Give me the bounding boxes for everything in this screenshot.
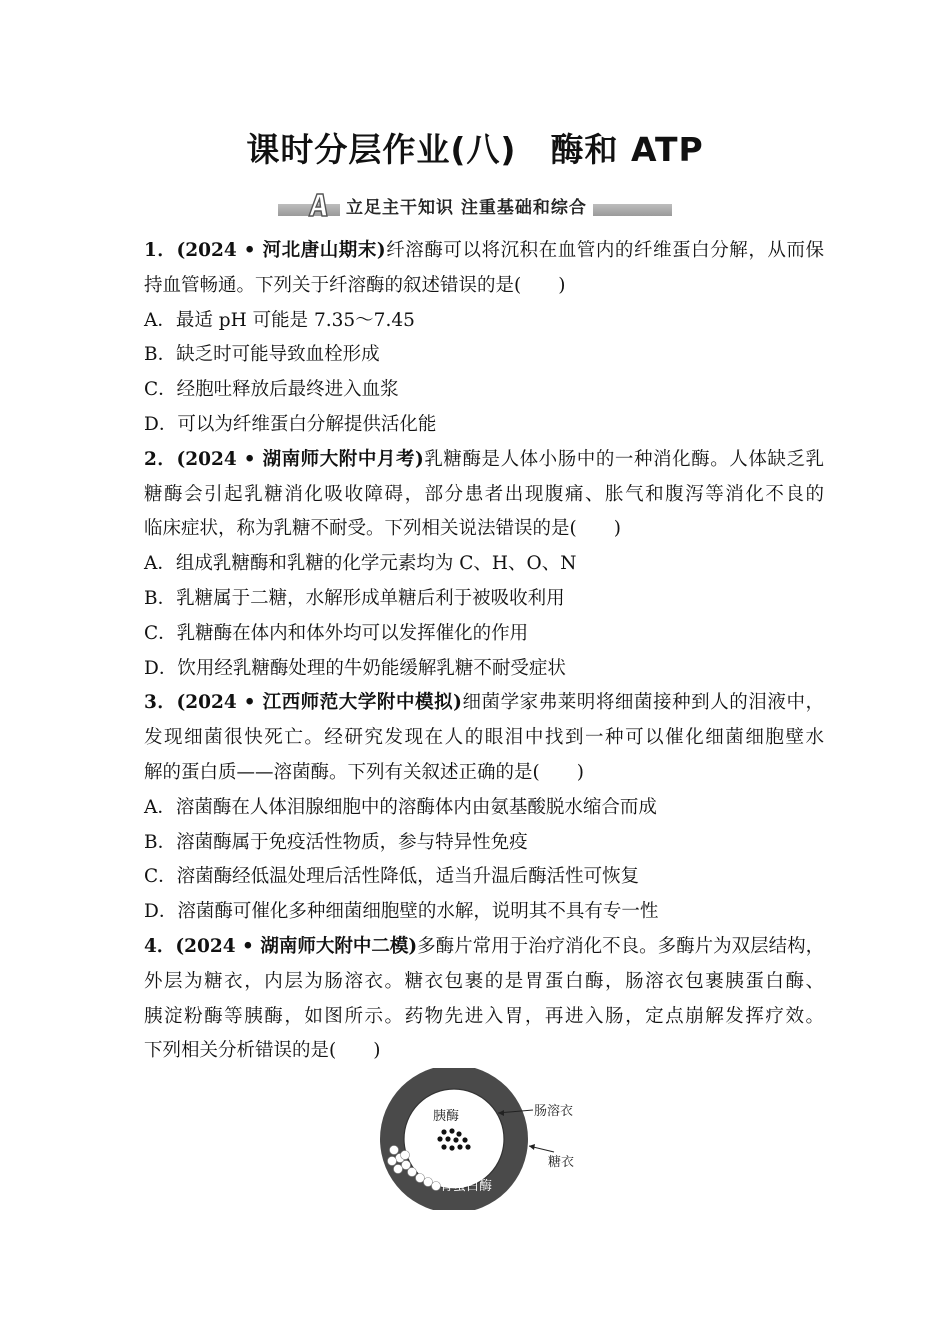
arrow-label-2: 糖衣	[548, 1155, 575, 1170]
option-d: D．可以为纤维蛋白分解提供活化能	[144, 413, 437, 435]
option-a: A．组成乳糖酶和乳糖的化学元素均为 C、H、O、N	[144, 553, 577, 575]
option-b: B．乳糖属于二糖，水解形成单糖后利于被吸收利用	[144, 587, 565, 609]
multi-enzyme-tablet-diagram	[376, 1068, 596, 1210]
option-c: C．溶菌酶经低温处理后活性降低，适当升温后酶活性可恢复	[144, 866, 640, 888]
question-1-line-1: 1．(2024 • 河北唐山期末)纤溶酶可以将沉积在血管内的纤维蛋白分解，从而保	[144, 240, 825, 261]
option-a: A．最适 pH 可能是 7.35～7.45	[144, 309, 415, 331]
option-d: D．溶菌酶可催化多种细菌细胞壁的水解，说明其不具有专一性	[144, 901, 659, 923]
inner-label: 胰酶	[432, 1109, 460, 1124]
title-main: 课时分层作业(八)	[246, 130, 517, 169]
question-3-line-1: 3．(2024 • 江西师范大学附中模拟)细菌学家弗莱明将细菌接种到人的泪液中，	[144, 692, 825, 714]
letter-a-icon	[306, 192, 330, 218]
option-c: C．经胞吐释放后最终进入血浆	[144, 379, 399, 401]
option-b: B．缺乏时可能导致血栓形成	[144, 344, 380, 366]
question-4-line-1: 4．(2024 • 湖南师大附中二模)多酶片常用于治疗消化不良。多酶片为双层结构，	[144, 935, 825, 957]
question-2-line-3: 临床症状，称为乳糖不耐受。下列相关说法错误的是( )	[144, 518, 621, 540]
question-source: (2024 • 湖南师大附中二模)	[175, 935, 418, 957]
banner-text: 立足主干知识 注重基础和综合	[340, 193, 593, 218]
question-3-line-3: 解的蛋白质——溶菌酶。下列有关叙述正确的是( )	[144, 761, 584, 783]
question-4-line-2: 外层为糖衣，内层为肠溶衣。糖衣包裹的是胃蛋白酶，肠溶衣包裹胰蛋白酶、	[144, 970, 824, 992]
question-source: (2024 • 湖南师大附中月考)	[176, 448, 424, 470]
page-title	[0, 124, 950, 171]
question-4-line-3: 胰淀粉酶等胰酶，如图所示。药物先进入胃，再进入肠，定点崩解发挥疗效。	[144, 1005, 824, 1027]
question-1-line-2: 持血管畅通。下列关于纤溶酶的叙述错误的是( )	[144, 274, 566, 296]
question-source: (2024 • 河北唐山期末)	[176, 240, 386, 261]
outer-label: 胃蛋白酶	[439, 1179, 493, 1194]
option-a: A．溶菌酶在人体泪腺细胞中的溶酶体内由氨基酸脱水缩合而成	[144, 796, 657, 818]
title-sub: 酶和 ATP	[550, 130, 704, 169]
question-list	[144, 234, 824, 1069]
question-source: (2024 • 江西师范大学附中模拟)	[176, 692, 462, 714]
option-c: C．乳糖酶在体内和体外均可以发挥催化的作用	[144, 622, 529, 644]
question-3-line-2: 发现细菌很快死亡。经研究发现在人的眼泪中找到一种可以催化细菌细胞壁水	[144, 727, 824, 749]
question-2-line-1: 2．(2024 • 湖南师大附中月考)乳糖酶是人体小肠中的一种消化酶。人体缺乏乳	[144, 448, 824, 470]
arrow-head-2	[529, 1144, 535, 1150]
arrow-label-1: 肠溶衣	[534, 1104, 574, 1119]
question-4-line-4: 下列相关分析错误的是( )	[144, 1040, 381, 1062]
option-d: D．饮用经乳糖酶处理的牛奶能缓解乳糖不耐受症状	[144, 657, 566, 679]
option-b: B．溶菌酶属于免疫活性物质，参与特异性免疫	[144, 831, 528, 853]
section-banner	[278, 192, 672, 220]
question-2-line-2: 糖酶会引起乳糖消化吸收障碍，部分患者出现腹痛、胀气和腹泻等消化不良的	[144, 483, 824, 505]
